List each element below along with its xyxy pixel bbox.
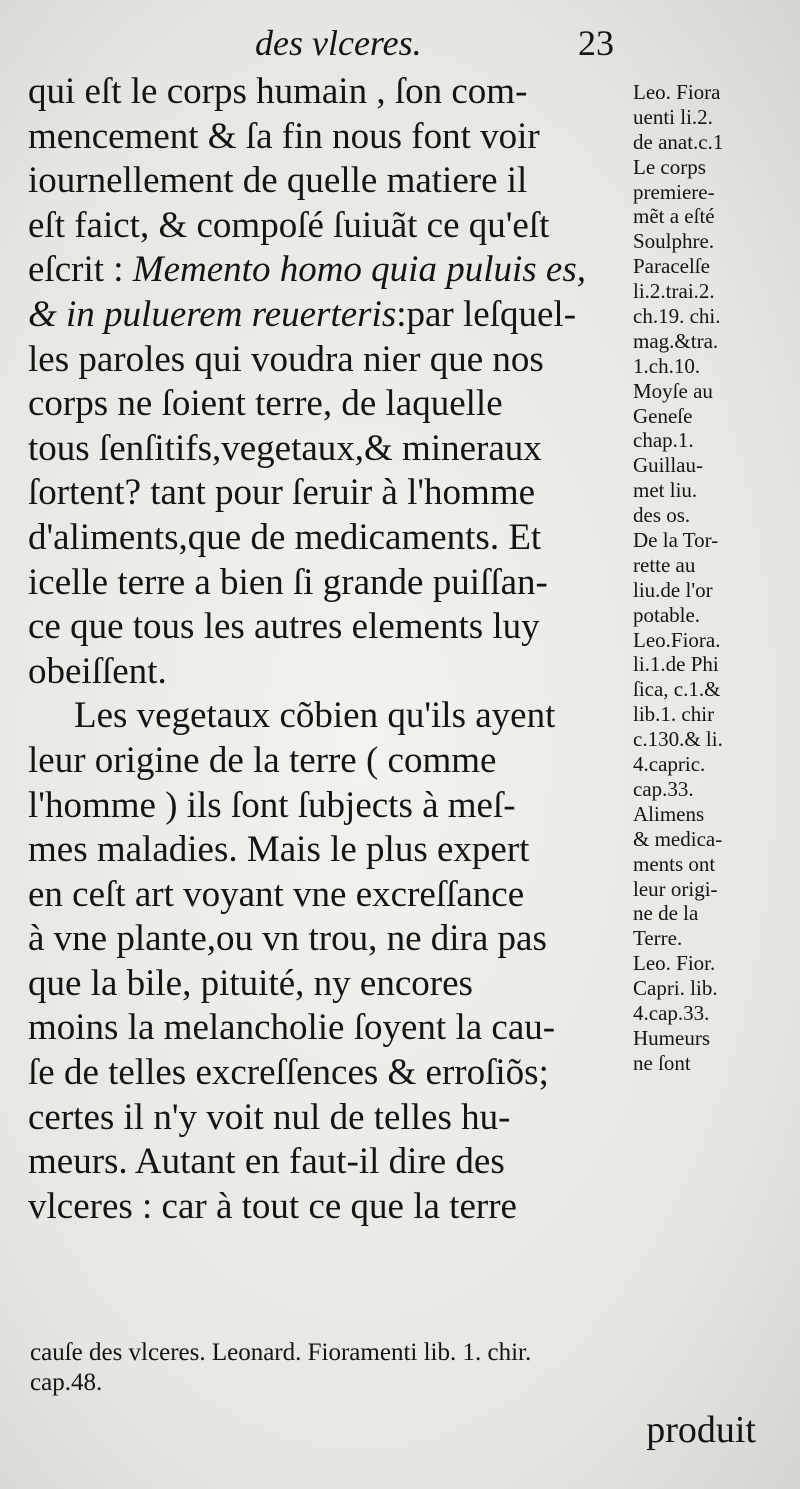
text-line: qui eſt le corps humain , ſon com- [28,71,528,112]
margin-note-line: Geneſe [633,403,693,428]
margin-note-line: premiere- [633,179,715,204]
latin-quote: & in puluerem reuerteris [28,293,397,335]
text-line: tous ſenſitifs,vegetaux,& mineraux [28,427,542,469]
text-line-mixed [28,293,630,338]
text-line: corps ne ſoient terre, de laquelle [28,383,503,425]
text-line: à vne plante,ou vn trou, ne dira pas [28,918,547,960]
text-run: :par leſquel- [396,293,577,335]
main-text-column [28,70,630,1229]
margin-note-line: Moyſe au [633,378,713,403]
margin-note-line: Paracelſe [633,254,710,279]
text-line: mencement & ſa fin nous font voir [28,115,540,157]
text-line: d'aliments,que de medicaments. Et [28,516,542,558]
margin-note-line: ch.19. chi. [633,304,721,329]
text-line: obeiſſent. [28,650,167,692]
text-line: eſt faict, & compoſé ſuiuãt ce qu'eſt [28,204,550,246]
text-line: vlceres : car à tout ce que la terre [28,1185,517,1227]
margin-note-line: Capri. lib. [633,976,718,1001]
margin-note-line: li.2.trai.2. [633,279,715,304]
margin-note-line: met liu. [633,478,698,503]
latin-quote: Memento homo quia puluis es, [132,249,586,291]
margin-note-line: 4.cap.33. [633,1000,710,1025]
margin-note-line: des os. [633,503,691,528]
margin-note-line: ne ſont [633,1050,691,1075]
text-run: eſcrit : [28,249,133,291]
text-line: iournellement de quelle matiere il [28,160,528,202]
margin-note-line: rette au [633,552,696,577]
text-line: ſortent? tant pour ſeruir à l'homme [28,472,536,514]
margin-note-line: 4.capric. [633,752,706,777]
paragraph-start-line: Les vegetaux cõbien qu'ils ayent [74,695,556,737]
text-line: meurs. Autant en faut-il dire des [28,1141,505,1183]
margin-note-line: uenti li.2. [633,104,713,129]
text-line: ſe de telles excreſſences & erroſiõs; [28,1052,549,1094]
margin-note-line: & medica- [633,826,723,851]
catchword: produit [646,1409,756,1451]
running-title: des vlceres. [255,23,422,63]
margin-note-line: mag.&tra. [633,328,719,353]
page-header [0,22,800,72]
text-line: l'homme ) ils ſont ſubjects à meſ- [28,784,516,826]
text-line: icelle terre a bien ſi grande puiſſan- [28,561,548,603]
margin-note-line: Terre. [633,926,683,951]
text-line: leur origine de la terre ( comme [28,739,497,781]
text-line: en ceſt art voyant vne excreſſance [28,873,525,915]
footnote [30,1338,770,1398]
text-line: les paroles qui voudra nier que nos [28,338,544,380]
margin-note-line: Leo.Fiora. [633,627,721,652]
text-line: mes maladies. Mais le plus expert [28,829,530,871]
text-line: que la bile, pituité, ny encores [28,962,473,1004]
margin-notes [633,80,795,1076]
text-line-mixed [28,248,630,293]
margin-note-line: ne de la [633,901,699,926]
margin-note-line: ſica, c.1.& [633,677,721,702]
text-line: certes il n'y voit nul de telles hu- [28,1096,511,1138]
margin-note-line: cap.33. [633,776,694,801]
text-line: moins la melancholie ſoyent la cau- [28,1007,556,1049]
margin-note-line: leur origi- [633,876,718,901]
margin-note-line: li.1.de Phi [633,652,719,677]
footnote-line: cap.48. [30,1369,103,1396]
footnote-line: cauſe des vlceres. Leonard. Fioramenti lib. 1. chir. [30,1339,532,1366]
margin-note-line: Humeurs [633,1025,710,1050]
margin-note-line: mẽt a eſté [633,204,715,229]
margin-note-line: ments ont [633,851,716,876]
margin-note-line: de anat.c.1 [633,129,724,154]
margin-note-line: De la Tor- [633,528,719,553]
margin-note-line: 1.ch.10. [633,353,701,378]
margin-note-line: potable. [633,602,701,627]
margin-note-line: liu.de l'or [633,577,713,602]
margin-note-line: Soulphre. [633,229,715,254]
margin-note-line: c.130.& li. [633,727,723,752]
margin-note-line: Alimens [633,801,705,826]
margin-note-line: Le corps [633,154,706,179]
margin-note-line: Guillau- [633,453,703,478]
margin-note-line: Leo. Fiora [633,80,721,104]
margin-note-line: lib.1. chir [633,702,715,727]
margin-note-line: chap.1. [633,428,694,453]
text-line: ce que tous les autres elements luy [28,606,540,648]
page-number: 23 [578,23,614,63]
margin-note-line: Leo. Fior. [633,951,716,976]
